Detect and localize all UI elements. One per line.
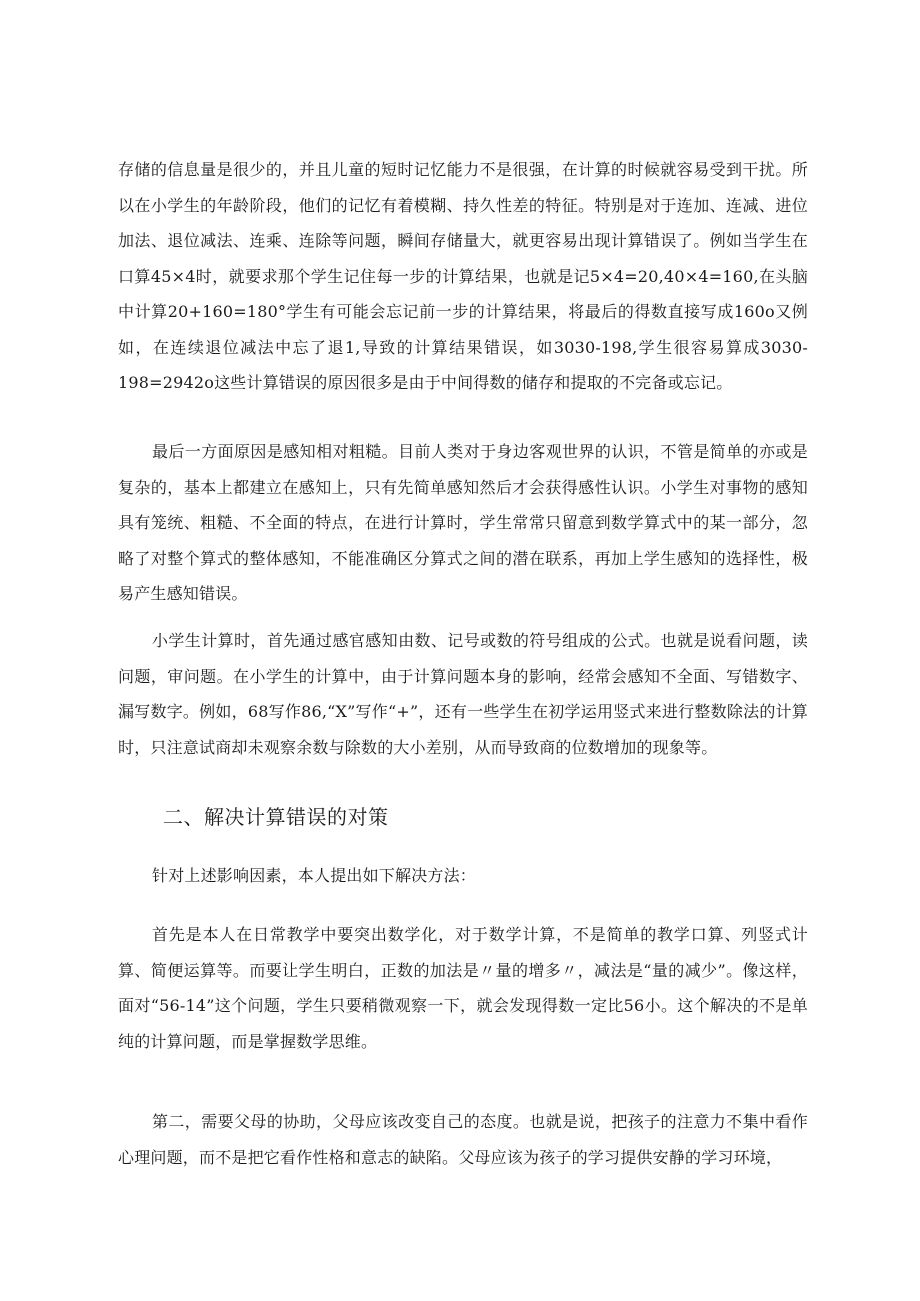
- section-heading-countermeasures: 二、解决计算错误的对策: [163, 805, 389, 829]
- paragraph-intro-methods: 针对上述影响因素，本人提出如下解决方法：: [152, 866, 477, 885]
- paragraph-method-second: 第二，需要父母的协助，父母应该改变自己的态度。也就是说，把孩子的注意力不集中看作心理问题，而不是把它看作性格和意志的缺陷。父母应该为孩子的学习提供安静的学习环境，: [118, 1112, 808, 1167]
- paragraph-perception-cause: 最后一方面原因是感知相对粗糙。目前人类对于身边客观世界的认识，不管是简单的亦或是复杂的，基本上都建立在感知上，只有先简单感知然后才会获得感性认识。小学生对事物的感知具有笼统、粗糙、不全面的特点，在进行计算时，学生常常只留意到数学算式中的某一部分，忽略了对整个算式的整体感知，不能准确区分算式之间的潜在联系，再加上学生感知的选择性，极易产生感知错误。: [118, 442, 808, 603]
- paragraph-memory-errors: 存储的信息量是很少的，并且儿童的短时记忆能力不是很强，在计算的时候就容易受到干扰。所以在小学生的年龄阶段，他们的记忆有着模糊、持久性差的特征。特别是对于连加、连减、进位加法、退位减法、连乘、连除等问题，瞬间存储量大，就更容易出现计算错误了。例如当学生在口算45×4时，就要求那个学生记住每一步的计算结果，也就是记5×4=20,40×4=160,在头脑中计算20+160=180°学生有可能会忘记前一步的计算结果，将最后的得数直接写成160o又例如，在连续退位减法中忘了退1,导致的计算结果错误，如3030-198,学生很容易算成3030-198=2942o这些计算错误的原因很多是由于中间得数的储存和提取的不完备或忘记。: [118, 160, 808, 392]
- paragraph-perception-examples: 小学生计算时，首先通过感官感知由数、记号或数的符号组成的公式。也就是说看问题，读问题，审问题。在小学生的计算中，由于计算问题本身的影响，经常会感知不全面、写错数字、漏写数字。例如，68写作86,“X”写作“+”，还有一些学生在初学运用竖式来进行整数除法的计算时，只注意试商却未观察余数与除数的大小差别，从而导致商的位数增加的现象等。: [118, 631, 808, 757]
- paragraph-method-first: 首先是本人在日常教学中要突出数学化，对于数学计算，不是简单的教学口算、列竖式计算、简便运算等。而要让学生明白，正数的加法是〃量的增多〃，减法是“量的减少”。像这样，面对“56-14”这个问题，学生只要稍微观察一下，就会发现得数一定比56小。这个解决的不是单纯的计算问题，而是掌握数学思维。: [118, 925, 808, 1051]
